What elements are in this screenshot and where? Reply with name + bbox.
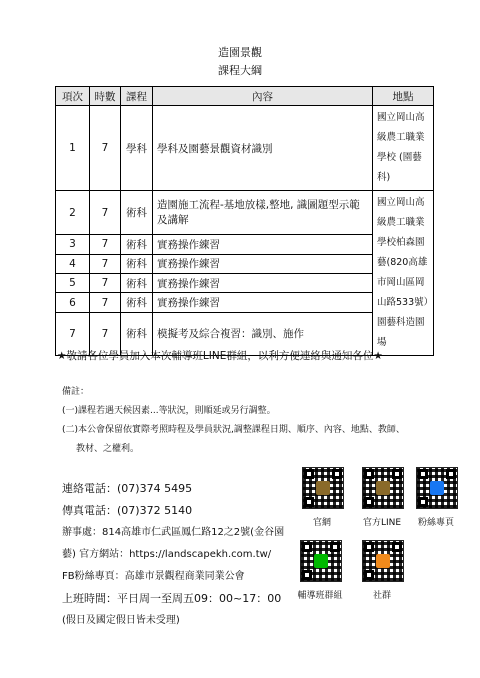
qr-label-fanpage: 粉絲專頁 <box>417 518 454 528</box>
cell-type: 術科 <box>121 254 153 273</box>
header-course: 課程 <box>121 87 153 106</box>
cell-type: 術科 <box>121 235 153 254</box>
remark-item: 教材、之權利。 <box>76 444 140 454</box>
cell-location-1: 國立岡山高級農工職業學校 (園藝科) <box>373 106 434 191</box>
cell-content: 實務操作練習 <box>153 293 373 312</box>
qr-label-community: 社群 <box>372 591 391 601</box>
cell-content: 造園施工流程-基地放樣,整地, 識圖題型示範及講解 <box>153 191 373 235</box>
qr-label-line: 官方LINE <box>362 518 402 528</box>
header-location: 地點 <box>373 87 434 106</box>
official-website-link[interactable]: 藝) 官方網站：https://landscapekh.com.tw/ <box>62 549 272 560</box>
cell-no: 5 <box>56 274 90 293</box>
cell-hours: 7 <box>90 274 121 293</box>
cell-type: 術科 <box>121 312 153 355</box>
cell-hours: 7 <box>90 235 121 254</box>
cell-no: 2 <box>56 191 90 235</box>
fax-text: 傳真電話：(07)372 5140 <box>62 504 193 517</box>
line-group-notice: ★敬請各位學員加入本次輔導班LINE群組，以利方便連絡與通知各位★ <box>57 350 383 362</box>
cell-hours: 7 <box>90 293 121 312</box>
remarks-section <box>62 383 405 459</box>
phone-text: 連絡電話：(07)374 5495 <box>62 482 193 495</box>
cell-no: 6 <box>56 293 90 312</box>
header-content: 內容 <box>153 87 373 106</box>
cell-type: 術科 <box>121 191 153 235</box>
cell-content: 實務操作練習 <box>153 274 373 293</box>
community-qr-icon[interactable] <box>362 540 404 582</box>
cell-type: 術科 <box>121 274 153 293</box>
cell-type: 學科 <box>121 106 153 191</box>
cell-hours: 7 <box>90 106 121 191</box>
office-hours: 上班時間：平日周一至周五09：00~17：00 <box>62 592 282 605</box>
holiday-note: (假日及國定假日皆未受理) <box>62 615 180 626</box>
website-qr-icon[interactable] <box>302 467 344 509</box>
cell-location-2: 國立岡山高級農工職業學校柏森園藝(820高雄市岡山區岡山路533號）園藝科造園場 <box>373 191 434 356</box>
contact-section <box>62 478 284 632</box>
cell-no: 3 <box>56 235 90 254</box>
qr-label-group: 輔導班群組 <box>297 591 343 601</box>
cell-hours: 7 <box>90 254 121 273</box>
office-address: 辦事處：814高雄市仁武區鳳仁路12之2號(金谷園 <box>62 527 285 538</box>
cell-content: 實務操作練習 <box>153 235 373 254</box>
cell-hours: 7 <box>90 312 121 355</box>
group-qr-icon[interactable] <box>300 540 342 582</box>
page-subtitle: 課程大綱 <box>218 64 262 77</box>
cell-no: 4 <box>56 254 90 273</box>
table-header-row <box>56 87 434 106</box>
facebook-qr-icon[interactable] <box>416 467 458 509</box>
qr-label-website: 官網 <box>312 518 331 528</box>
cell-content: 模擬考及綜合複習：識別、施作 <box>153 312 373 355</box>
cell-no: 7 <box>56 312 90 355</box>
fb-page-text: FB粉絲專頁：高雄市景觀程商業同業公會 <box>62 571 245 582</box>
remarks-title: 備註： <box>62 387 90 397</box>
remark-item: (二)本公會保留依實際考照時程及學員狀況,調整課程日期、順序、內容、地點、教師、 <box>62 425 405 435</box>
header-no: 項次 <box>56 87 90 106</box>
cell-hours: 7 <box>90 191 121 235</box>
header-hours: 時數 <box>90 87 121 106</box>
page-title: 造園景觀 <box>218 46 262 59</box>
cell-no: 1 <box>56 106 90 191</box>
cell-content: 學科及園藝景觀資材識別 <box>153 106 373 191</box>
course-table <box>55 86 434 356</box>
line-qr-icon[interactable] <box>362 467 404 509</box>
remark-item: (一)課程若遇天候因素...等狀況，則順延或另行調整。 <box>62 406 276 416</box>
cell-type: 術科 <box>121 293 153 312</box>
cell-content: 實務操作練習 <box>153 254 373 273</box>
table-row <box>56 106 434 191</box>
table-row <box>56 191 434 235</box>
